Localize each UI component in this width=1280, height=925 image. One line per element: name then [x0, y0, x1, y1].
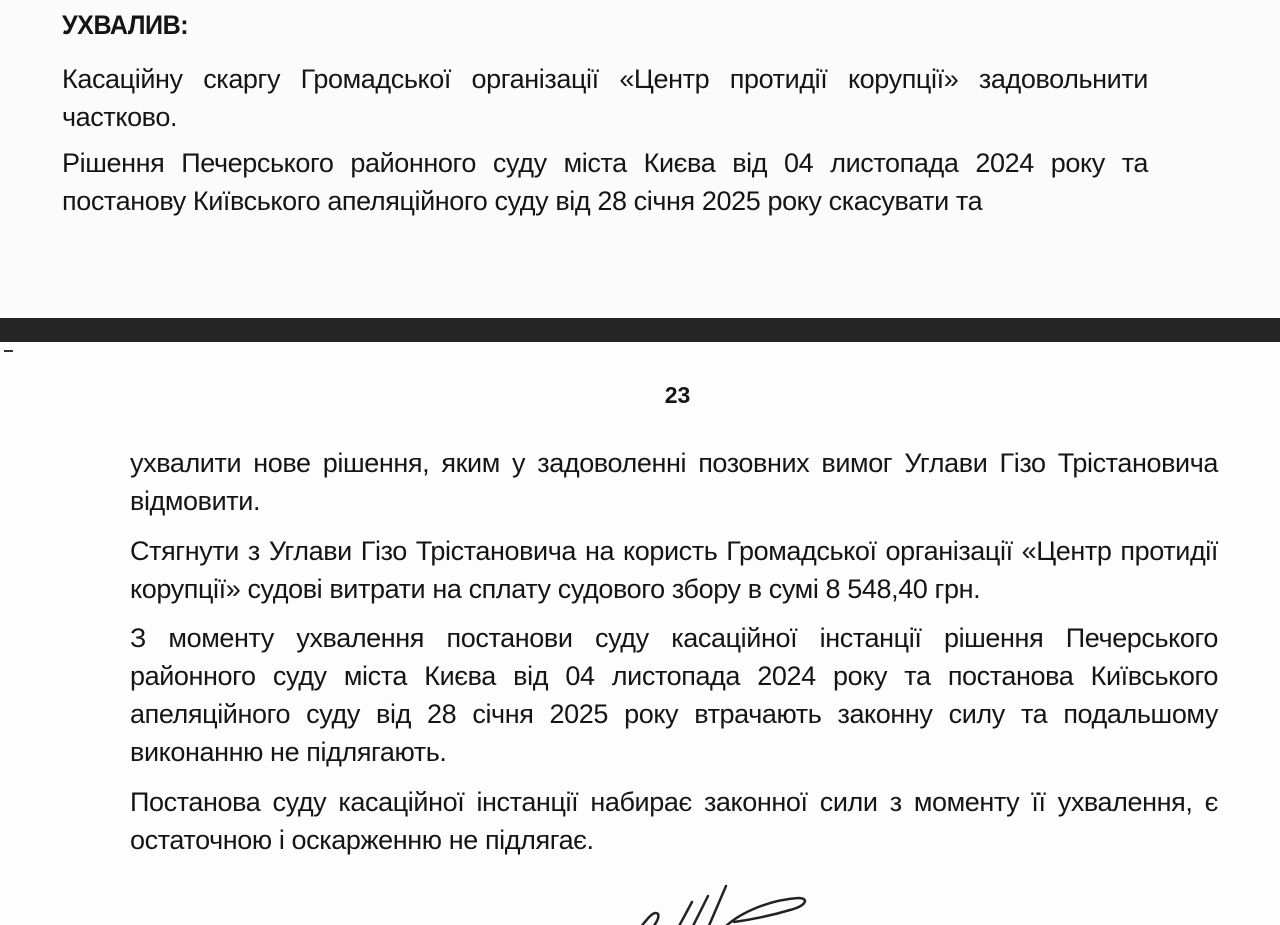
- document-page-bottom: [0, 342, 1280, 925]
- document-page-top: [0, 0, 1280, 318]
- paragraph-final-ruling: Постанова суду касаційної інстанції набирає законної сили з моменту її ухвалення, є остаточною і оскарженню не підлягає.: [130, 787, 1218, 855]
- paragraph-cassation-appeal: Касаційну скаргу Громадської організації «Центр протидії корупції» задовольнити частково.: [62, 64, 1148, 132]
- signature-icon: [630, 870, 830, 925]
- paragraph-new-decision: ухвалити нове рішення, яким у задоволенні позовних вимог Углави Гізо Трістановича відмовити.: [130, 448, 1218, 516]
- page-divider: [0, 318, 1280, 342]
- page-number: 23: [664, 382, 691, 408]
- paragraph-court-costs: Стягнути з Углави Гізо Трістановича на користь Громадської організації «Центр протидії корупції» судові витрати на сплату судового збору в сумі 8 548,40 грн.: [130, 536, 1218, 604]
- resolution-heading: УХВАЛИВ:: [62, 10, 189, 40]
- scan-corner-mark: [4, 350, 13, 352]
- paragraph-annul-decisions: Рішення Печерського районного суду міста Києва від 04 листопада 2024 року та постанову Київського апеляційного суду від 28 січня 2025 року скасувати та: [62, 148, 1148, 216]
- paragraph-loss-of-force: З моменту ухвалення постанови суду касаційної інстанції рішення Печерського районного суду міста Києва від 04 листопада 2024 року та постанова Київського апеляційного суду від 28 січня 2025 року втрачають законну силу та подальшому виконанню не підлягають.: [130, 623, 1218, 767]
